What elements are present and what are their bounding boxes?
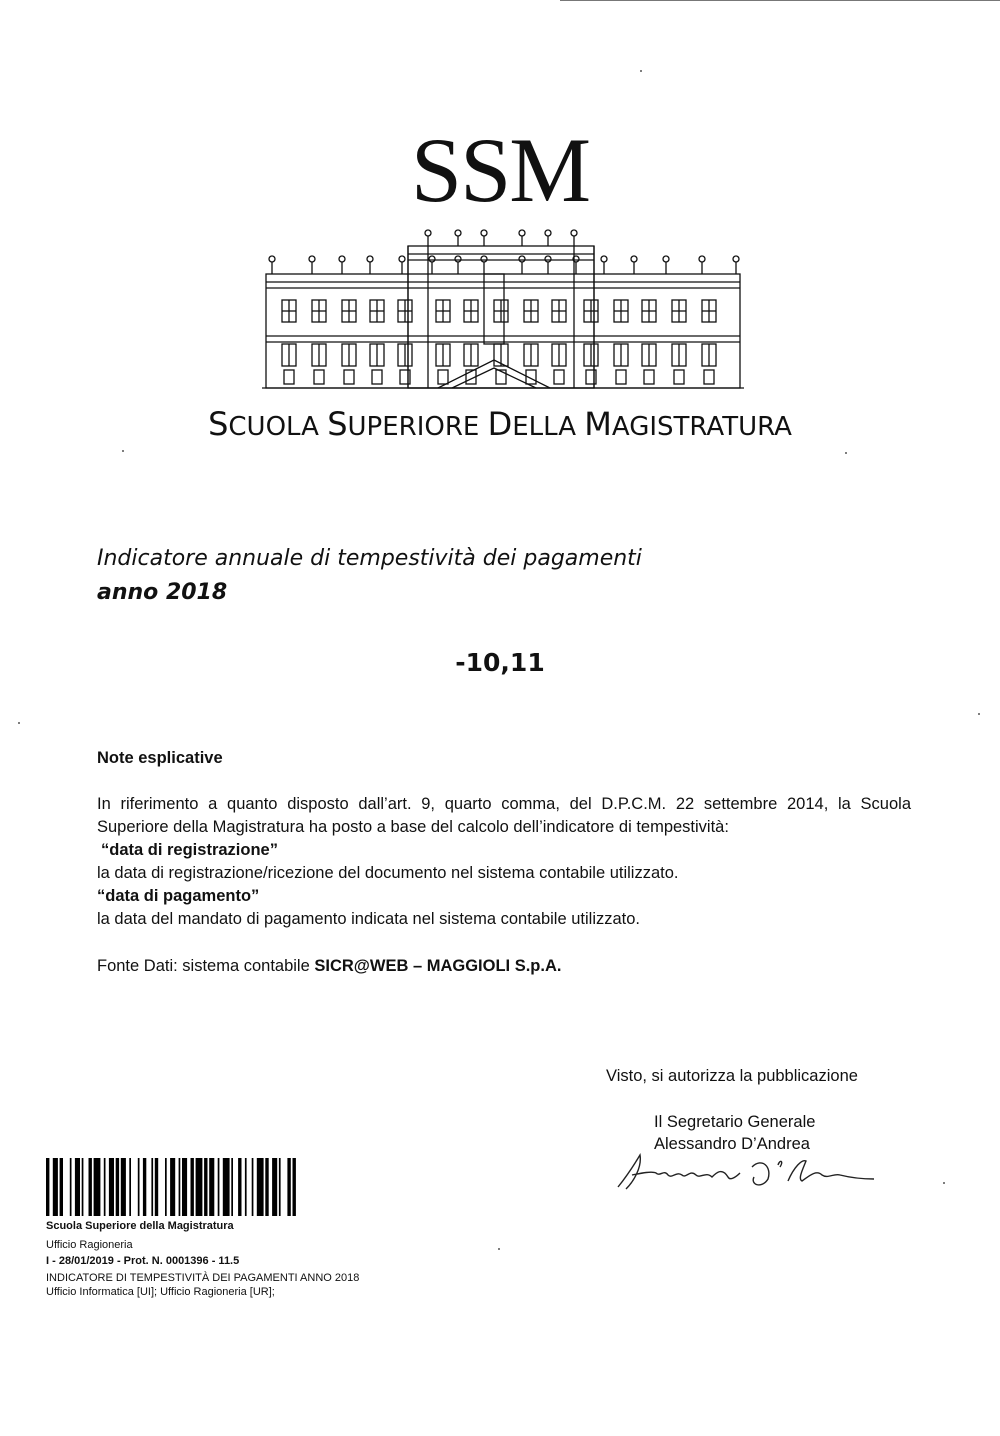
barcode-bar	[238, 1158, 241, 1216]
barcode-bar	[209, 1158, 214, 1216]
barcode-bar	[265, 1158, 268, 1216]
barcode-bar	[272, 1158, 277, 1216]
barcode-bar	[121, 1158, 126, 1216]
barcode-bar	[252, 1158, 254, 1216]
signer-role: Il Segretario Generale	[654, 1113, 816, 1131]
term-registration-desc: la data di registrazione/ricezione del documento nel sistema contabile utilizzato.	[97, 864, 679, 882]
notes-paragraph	[97, 793, 911, 839]
barcode-bar	[293, 1158, 296, 1216]
barcode-bar	[109, 1158, 114, 1216]
stamp-organization: Scuola Superiore della Magistratura	[46, 1220, 234, 1232]
barcode-bar	[104, 1158, 106, 1216]
data-source-value: SICR@WEB – MAGGIOLI S.p.A.	[314, 957, 562, 975]
term-registration-date: “data di registrazione”	[101, 841, 278, 859]
barcode-bar	[60, 1158, 63, 1216]
stamp-subject: INDICATORE DI TEMPESTIVITÀ DEI PAGAMENTI ANNO 2018	[46, 1272, 360, 1284]
scan-speck	[943, 1182, 945, 1184]
barcode-bar	[257, 1158, 264, 1216]
barcode-bar	[53, 1158, 58, 1216]
barcode-bar	[287, 1158, 290, 1216]
publication-approval: Visto, si autorizza la pubblicazione	[606, 1067, 858, 1085]
scan-speck	[640, 70, 642, 72]
school-building-illustration	[262, 228, 744, 392]
scan-speck	[978, 713, 980, 715]
barcode-bar	[82, 1158, 84, 1216]
document-year: anno 2018	[97, 580, 228, 605]
indicator-value: -10,11	[455, 648, 545, 677]
barcode-bar	[116, 1158, 119, 1216]
handwritten-signature	[612, 1147, 882, 1197]
barcode-bar	[94, 1158, 101, 1216]
barcode-bar	[196, 1158, 203, 1216]
barcode-bar	[218, 1158, 220, 1216]
stamp-office: Ufficio Ragioneria	[46, 1239, 133, 1251]
barcode-bar	[46, 1158, 49, 1216]
barcode-bar	[70, 1158, 72, 1216]
barcode-bar	[170, 1158, 175, 1216]
data-source-label: Fonte Dati: sistema contabile	[97, 957, 315, 975]
barcode-bar	[129, 1158, 131, 1216]
signer-name: Alessandro D’Andrea	[654, 1135, 810, 1153]
term-payment-desc: la data del mandato di pagamento indicata nel sistema contabile utilizzato.	[97, 910, 641, 928]
barcode-bar	[231, 1158, 233, 1216]
barcode-bar	[204, 1158, 207, 1216]
barcode-bar	[279, 1158, 281, 1216]
scan-speck	[18, 722, 20, 724]
notes-paragraph-line1: In riferimento a quanto disposto dall’art. 9, quarto comma, del D.P.C.M. 22 settembre 2014, la Scuola	[97, 795, 911, 813]
barcode-bar	[89, 1158, 92, 1216]
notes-heading: Note esplicative	[97, 749, 223, 767]
barcode-bar	[143, 1158, 146, 1216]
barcode-bar	[245, 1158, 247, 1216]
document-title: Indicatore annuale di tempestività dei pagamenti	[97, 546, 642, 571]
term-payment-date: “data di pagamento”	[97, 887, 260, 905]
barcode-bar	[179, 1158, 181, 1216]
logo-text: SSM	[410, 119, 590, 221]
barcode-bar	[191, 1158, 194, 1216]
barcode-bar	[155, 1158, 158, 1216]
notes-paragraph-line2: Superiore della Magistratura ha posto a base del calcolo dell’indicatore di tempestività:	[97, 818, 729, 836]
scan-edge-line	[560, 0, 1000, 1]
barcode-bar	[182, 1158, 187, 1216]
stamp-routing: Ufficio Informatica [UI]; Ufficio Ragioneria [UR];	[46, 1286, 275, 1298]
scan-speck	[845, 452, 847, 454]
barcode-bar	[165, 1158, 167, 1216]
barcode-bar	[75, 1158, 80, 1216]
barcode-bar	[151, 1158, 153, 1216]
school-name: SCUOLA SUPERIORE DELLA MAGISTRATURA	[208, 405, 792, 443]
data-source	[97, 955, 561, 978]
protocol-barcode	[46, 1158, 380, 1216]
barcode-bar	[223, 1158, 230, 1216]
stamp-protocol-number: I - 28/01/2019 - Prot. N. 0001396 - 11.5	[46, 1255, 240, 1267]
barcode-bar	[138, 1158, 140, 1216]
scan-speck	[122, 450, 124, 452]
scan-speck	[498, 1248, 500, 1250]
